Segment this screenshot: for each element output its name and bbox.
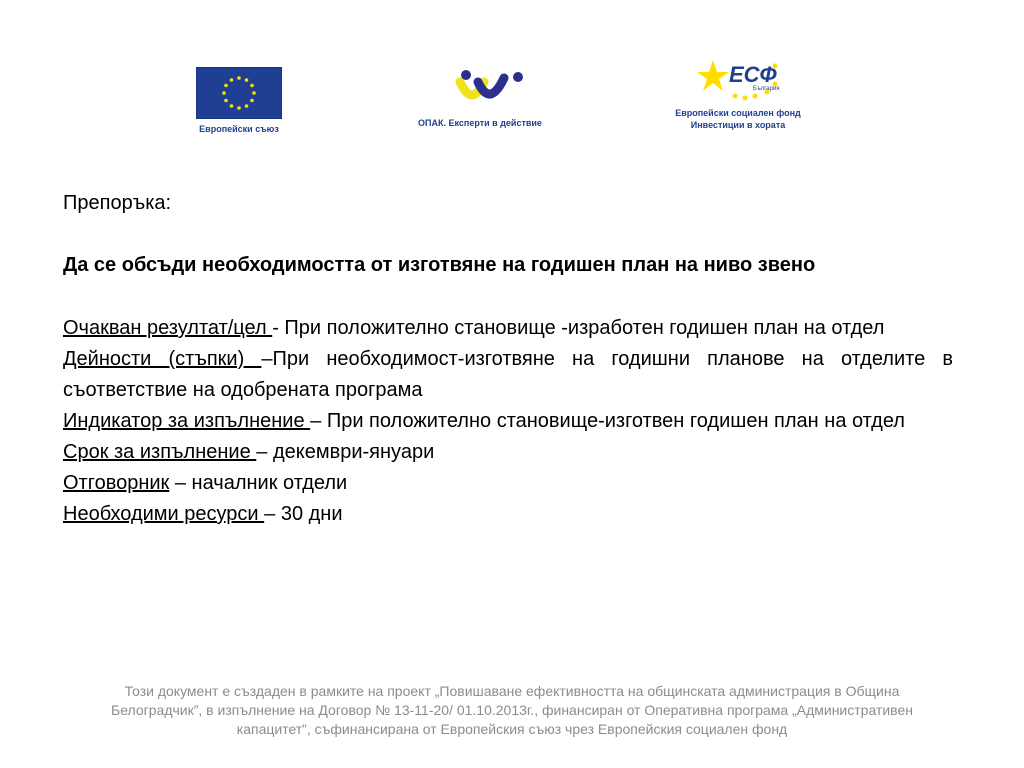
esf-title: ЕСФ xyxy=(729,62,777,87)
opak-logo xyxy=(410,68,550,129)
recommendation-details xyxy=(63,313,953,530)
eu-flag-icon xyxy=(196,67,282,119)
detail-text: – началник отдели xyxy=(169,472,348,494)
footer-line: капацитет”, съфинансирана от Европейския съюз чрез Европейския социален фонд xyxy=(236,721,788,737)
eu-caption: Европейски съюз xyxy=(199,124,279,134)
footer-note xyxy=(40,682,984,739)
opak-caption: ОПАК. Експерти в действие xyxy=(418,118,542,128)
detail-text: – 30 дни xyxy=(264,503,343,525)
opak-emblem-icon xyxy=(420,68,540,110)
detail-resources xyxy=(63,499,953,530)
detail-text: –При необходимост-изготвяне на годишни планове на отделите в съответствие на одобрената програма xyxy=(63,348,953,401)
esf-logo xyxy=(668,56,808,131)
detail-expected-result xyxy=(63,313,953,344)
detail-label: Очакван резултат/цел xyxy=(63,317,273,339)
detail-label: Дейности (стъпки) xyxy=(63,348,262,370)
esf-emblem-icon xyxy=(683,56,793,102)
detail-deadline xyxy=(63,437,953,468)
detail-label: Необходими ресурси xyxy=(63,503,265,525)
recommendation-heading: Препоръка: xyxy=(63,192,172,214)
detail-text: - При положително становище -изработен годишен план на отдел xyxy=(272,317,885,339)
esf-caption-line2: Инвестиции в хората xyxy=(690,120,786,130)
recommendation-title: Да се обсъди необходимостта от изготвяне на годишен план на ниво звено xyxy=(63,254,816,276)
esf-subtitle: България xyxy=(753,86,780,92)
detail-label: Индикатор за изпълнение xyxy=(63,410,311,432)
detail-label: Отговорник xyxy=(63,472,170,494)
footer-line: Белоградчик”, в изпълнение на Договор № 13-11-20/ 01.10.2013г., финансиран от Оперативна програма „Административен xyxy=(111,702,913,718)
detail-label: Срок за изпълнение xyxy=(63,441,257,463)
logo-bar xyxy=(0,0,1024,150)
detail-indicator xyxy=(63,406,953,437)
detail-responsible xyxy=(63,468,953,499)
eu-logo xyxy=(196,67,282,135)
esf-caption-line1: Европейски социален фонд xyxy=(675,108,801,118)
detail-text: – декември-януари xyxy=(256,441,435,463)
detail-text: – При положително становище-изготвен годишен план на отдел xyxy=(310,410,905,432)
footer-line: Този документ е създаден в рамките на проект „Повишаване ефективността на общинската администрация в Община xyxy=(124,683,900,699)
detail-activities xyxy=(63,344,953,406)
